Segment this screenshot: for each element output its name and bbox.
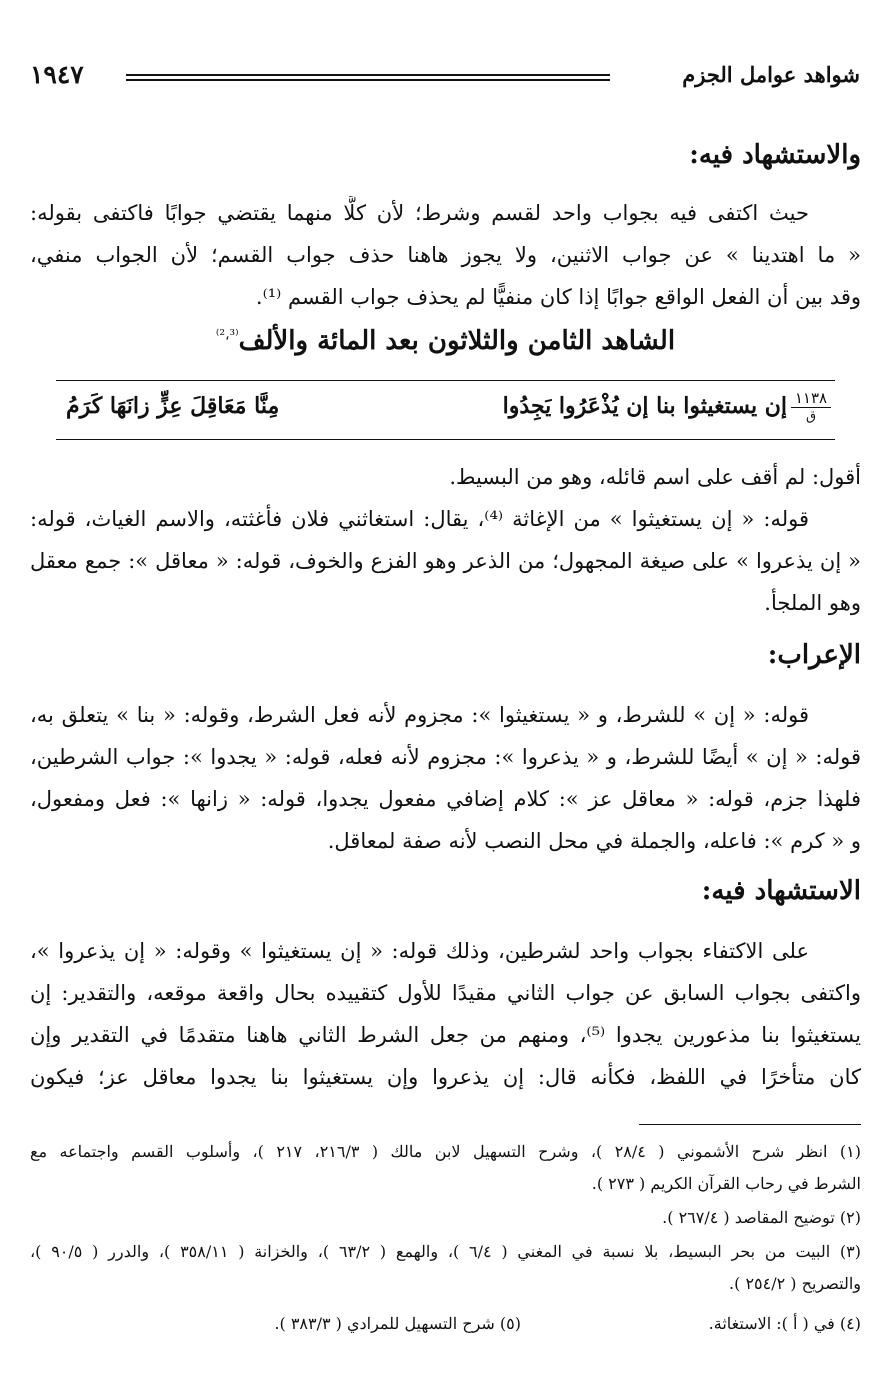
- footnote-1-line-1: (١) انظر شرح الأشموني ( ٢٨/٤ )، وشرح التسهيل لابن مالك ( ٢١٦/٣، ٢١٧ )، وأسلوب القسم واجتماعه مع: [30, 1142, 861, 1161]
- footnote-5: (٥) شرح التسهيل للمرادي ( ٣٨٣/٣ ).: [274, 1314, 521, 1333]
- verse-second-hemistich: مِنَّا مَعَاقِلَ عِزٍّ زانَهَا كَرَمُ: [66, 393, 280, 419]
- page-number: ١٩٤٧: [30, 60, 84, 89]
- verse-first-hemistich: إن يستغيثوا بنا إن يُذْعَرُوا يَجِدُوا: [502, 393, 787, 419]
- paragraph-line: قوله: « إن يستغيثوا » من الإغاثة ⁽⁴⁾، يقال: استغاثني فلان فأغثته، والاسم الغياث، قوله:: [30, 507, 809, 531]
- paragraph-line: وقد بين أن الفعل الواقع جوابًا إذا كان منفيًّا لم يحذف جواب القسم ⁽¹⁾.: [255, 285, 861, 309]
- paragraph-line: فلهذا جزم، قوله: « معاقل عز »: كلام إضافي مفعول يجدوا، قوله: « زانها »: فعل ومفعول،: [30, 787, 861, 811]
- footnote-2: (٢) توضيح المقاصد ( ٢٦٧/٤ ).: [662, 1208, 861, 1227]
- verse-meter-mark: ق: [805, 409, 817, 424]
- paragraph-line: و « كرم »: فاعله، والجملة في محل النصب لأنه صفة لمعاقل.: [327, 829, 861, 853]
- shahid-title-text: الشاهد الثامن والثلاثون بعد المائة والألف: [238, 326, 676, 356]
- paragraph-line: كان متأخرًا في اللفظ، فكأنه قال: إن يذعروا وإن يستغيثوا بنا يجدوا معاقل عز؛ فيكون: [30, 1065, 861, 1089]
- shahid-title-footnote-ref: ⁽²،³⁾: [215, 327, 239, 344]
- paragraph-line: « ما اهتدينا » عن جواب الاثنين، ولا يجوز هاهنا حذف جواب القسم؛ لأن الجواب منفي،: [30, 243, 861, 267]
- section-heading-istishhad-2: الاستشهاد فيه:: [701, 876, 861, 906]
- paragraph-line: قوله: « إن » أيضًا للشرط، و « يذعروا »: مجزوم لأنه فعله، قوله: « يجدوا »: جواب الشرطين،: [30, 745, 861, 769]
- shahid-title: [30, 326, 861, 356]
- paragraph-line: حيث اكتفى فيه بجواب واحد لقسم وشرط؛ لأن كلًّا منهما يقتضي جوابًا فاكتفى بقوله:: [30, 201, 809, 225]
- verse-box: [56, 380, 835, 440]
- paragraph-line: « إن يذعروا » على صيغة المجهول؛ من الذعر وهو الفزع والخوف، قوله: « معاقل »: جمع معقل: [30, 549, 861, 573]
- running-head: شواهد عوامل الجزم: [682, 62, 860, 87]
- footnote-1-line-2: الشرط في رحاب القرآن الكريم ( ٢٧٣ ).: [591, 1174, 861, 1193]
- section-heading-irab: الإعراب:: [767, 640, 861, 670]
- paragraph-line: يستغيثوا بنا مذعورين يجدوا ⁽⁵⁾، ومنهم من جعل الشرط الثاني هاهنا متقدمًا في التقدير وإن: [30, 1023, 861, 1047]
- header-double-rule: [126, 74, 610, 81]
- footnote-3-line-2: والتصريح ( ٢٥٤/٢ ).: [729, 1274, 861, 1293]
- section-heading-istishhad-1: والاستشهاد فيه:: [689, 140, 861, 170]
- page-header: [30, 58, 860, 102]
- footnote-separator: [639, 1124, 861, 1125]
- paragraph-line: واكتفى بجواب السابق عن جواب الثاني مقيدًا للأول كتقييده بحال واقعة موقعه، والتقدير: إن: [30, 981, 861, 1005]
- verse-number-value: ١١٣٨: [791, 389, 831, 408]
- paragraph-line: أقول: لم أقف على اسم قائله، وهو من البسيط.: [449, 465, 861, 489]
- paragraph-line: على الاكتفاء بجواب واحد لشرطين، وذلك قوله: « إن يستغيثوا » وقوله: « إن يذعروا »،: [30, 939, 809, 963]
- footnote-3-line-1: (٣) البيت من بحر البسيط، بلا نسبة في المغني ( ٦/٤ )، والهمع ( ٦٣/٢ )، والخزانة ( ٣٥٨/١١ )، والدرر ( ٩٠/٥ )،: [30, 1242, 861, 1261]
- footnote-4: (٤) في ( أ ): الاستغاثة.: [708, 1314, 861, 1333]
- verse-number: [791, 389, 831, 426]
- paragraph-line: قوله: « إن » للشرط، و « يستغيثوا »: مجزوم لأنه فعل الشرط، وقوله: « بنا » يتعلق به،: [30, 703, 809, 727]
- paragraph-line: وهو الملجأ.: [764, 591, 861, 615]
